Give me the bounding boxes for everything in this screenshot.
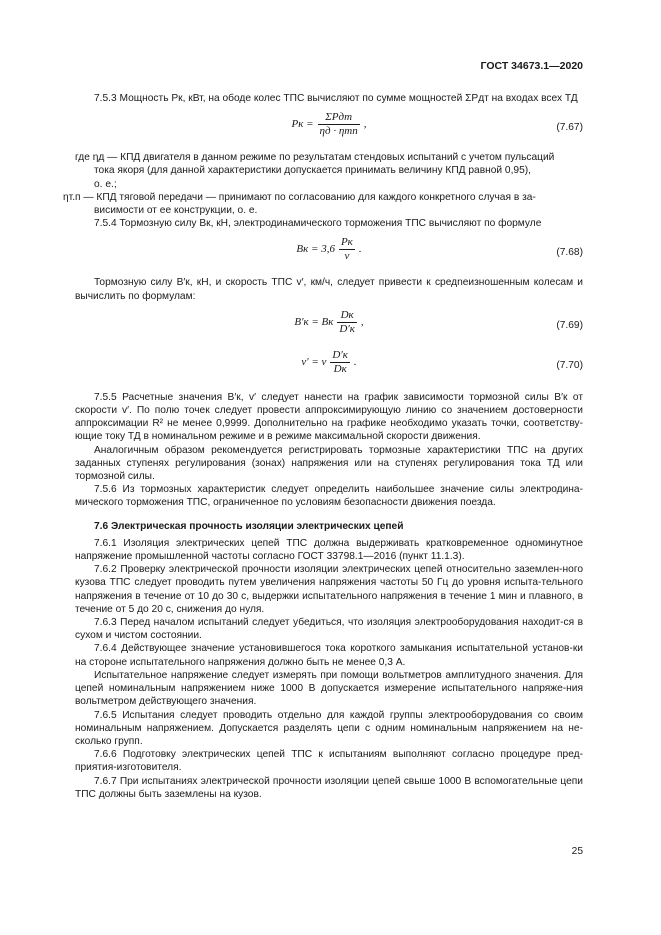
paragraph-7-6-1: 7.6.1 Изоляция электрических цепей ТПС должна выдерживать кратковременное одноминутное напряжение промышленной частоты согласно ГОСТ 33798.1—2016 (пункт 11.1.3). — [75, 537, 583, 563]
formula-lhs: Bк = 3,6 — [296, 243, 335, 256]
definition-eta-tp-line1: ηт.п — КПД тяговой передачи — принимают по согласованию для каждого конкретного случая в за- — [63, 191, 536, 203]
paragraph-7-6-6: 7.6.6 Подготовку электрических цепей ТПС к испытаниям выполняют согласно процедуре пред-приятия-изготовителя. — [75, 749, 583, 774]
formula-number: (7.67) — [556, 122, 583, 134]
section-heading-7-6: 7.6 Электрическая прочность изоляции электрических цепей — [94, 520, 404, 532]
definition-eta-d-line3: о. е.; — [94, 178, 117, 190]
formula-lhs: B′к = Bк — [294, 315, 334, 328]
formula-7-67 — [75, 111, 583, 145]
formula-tail: . — [358, 243, 362, 256]
formula-lhs: v′ = v — [301, 355, 327, 368]
definition-eta-tp-line2: висимости от ее конструкции, о. е. — [94, 205, 258, 217]
formula-fraction — [337, 309, 357, 336]
formula-tail: . — [353, 355, 357, 368]
formula-denominator: D′к — [339, 322, 355, 335]
paragraph-7-6-5: 7.6.5 Испытания следует проводить отдельно для каждой группы электрооборудования со своим номинальным напряжением. Допускается разделять цепи с одним номинальным напряжением на не-сколько групп. — [75, 709, 583, 747]
formula-denominator: ηд · ηтп — [319, 125, 358, 138]
formula-numerator: D′к — [332, 348, 348, 361]
formula-fraction — [318, 111, 360, 138]
formula-7-69 — [75, 309, 583, 343]
page-number: 25 — [571, 846, 583, 857]
formula-fraction — [330, 349, 350, 376]
paragraph-7-5-6: 7.5.6 Из тормозных характеристик следует определить наибольшее значение силы электродина-мического торможения ТПС, ограниченное по условиям безопасности движения поезда. — [75, 484, 583, 509]
formula-numerator: Dк — [337, 309, 357, 323]
paragraph-7-6-3: 7.6.3 Перед началом испытаний следует убедиться, что изоляция электрооборудования находит-ся в сухом и чистом состоянии. — [75, 617, 583, 642]
formula-fraction — [339, 236, 355, 263]
paragraph-7-5-5: 7.5.5 Расчетные значения B′к, v′ следует нанести на график зависимости тормозной силы B′к от скорости v′. По полю точек следует провести аппроксимирующую линию со значением достоверности аппроксимации R² не менее 0,9999. Дополнительно на графике необходимо указать точки, соответству-ющие току ТД в номинальном режиме и в режиме максимальной скорости движения. — [75, 391, 583, 443]
formula-lhs: Pк = — [291, 118, 314, 131]
document-id-header: ГОСТ 34673.1—2020 — [480, 60, 583, 72]
formula-tail: , — [360, 315, 364, 328]
formula-denominator: v — [344, 250, 350, 263]
formula-denominator: Dк — [333, 362, 347, 375]
formula-number: (7.69) — [556, 319, 583, 331]
paragraph-7-5-3: 7.5.3 Мощность Pк, кВт, на ободе колес ТПС вычисляют по сумме мощностей ΣPдт на входах всех ТД — [94, 93, 578, 104]
formula-numerator: Pк — [340, 236, 353, 249]
paragraph-analog: Аналогичным образом рекомендуется регистрировать тормозные характеристики ТПС на других заданных ступенях регулирования (зонах) напряжения или на ступенях регулирования тока ТД или тормозной силы. — [75, 444, 583, 483]
paragraph-7-5-4: 7.5.4 Тормозную силу Bк, кН, электродинамического торможения ТПС вычисляют по формуле — [94, 218, 542, 230]
paragraph-7-6-7: 7.6.7 При испытаниях электрической прочности изоляции цепей свыше 1000 В вспомогательные цепи ТПС должны быть заземлены на кузов. — [75, 775, 583, 800]
paragraph-brake-force: Тормозную силу B′к, кН, и скорость ТПС v′, км/ч, следует привести к средneизношенным колесам и вычислить по формулам: — [75, 277, 583, 302]
definition-eta-d-line1: где ηд — КПД двигателя в данном режиме по результатам стендовых испытаний с учетом пульсаций — [75, 152, 555, 164]
formula-tail: , — [363, 118, 367, 131]
formula-7-68 — [75, 236, 583, 270]
definition-eta-d-line2: тока якоря (для данной характеристики допускается принимать величину КПД равной 0,95), — [94, 165, 531, 177]
formula-number: (7.70) — [556, 359, 583, 371]
paragraph-7-6-2: 7.6.2 Проверку электрической прочности изоляции электрических цепей относительно заземлен-ного кузова ТПС следует проводить путем увеличения напряжения частоты 50 Гц до уровня испыта-тельного напряжения в течение от 10 до 30 с, выдержки испытательного напряжения в течение 1 мин и плавного, в течение от 5 до 20 с, снижения до нуля. — [75, 564, 583, 615]
formula-number: (7.68) — [556, 247, 583, 259]
formula-7-70 — [75, 349, 583, 383]
page-content — [63, 92, 583, 801]
paragraph-voltmeter: Испытательное напряжение следует измерять при помощи вольтметров амплитудного значения. Для цепей номинальным напряжением ниже 1000 В допускается измерение испытательного напряже-ния вольтметром действующего значения. — [75, 669, 583, 708]
paragraph-7-6-4: 7.6.4 Действующее значение установившегося тока короткого замыкания испытательной установ-ки на стороне испытательного напряжения должно быть не менее 0,3 А. — [75, 643, 583, 668]
formula-numerator: ΣPдт — [318, 111, 360, 125]
